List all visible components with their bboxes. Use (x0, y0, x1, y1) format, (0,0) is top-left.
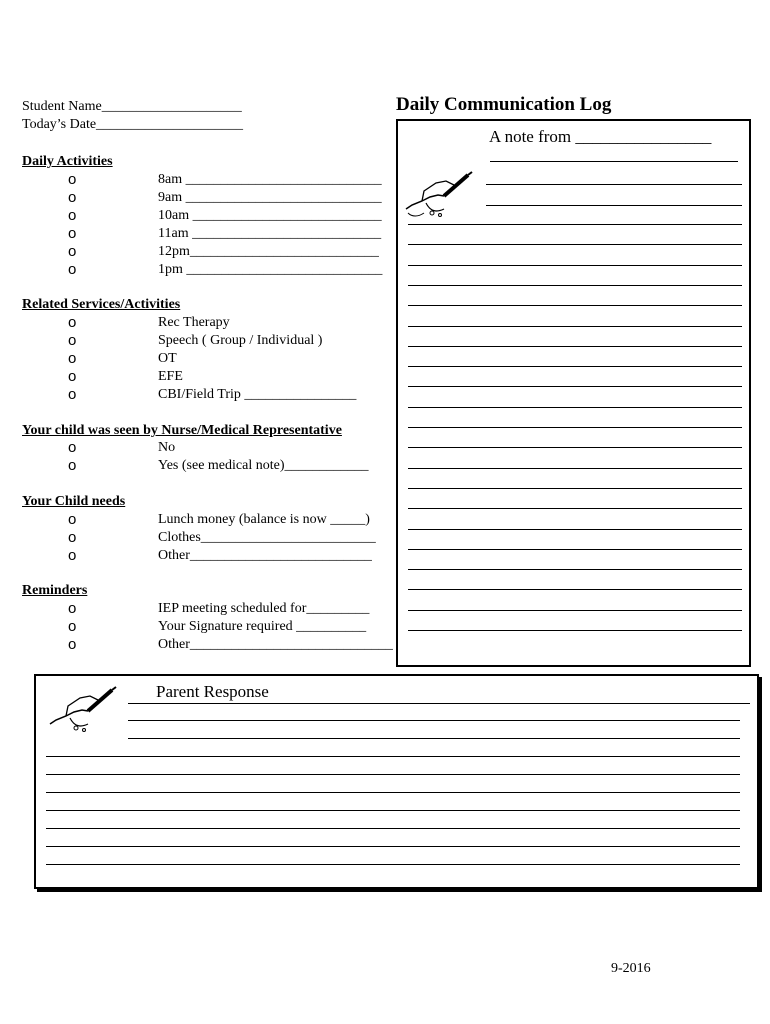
parent-writing-line[interactable] (46, 810, 740, 811)
child-need-item: Other__________________________ (158, 548, 372, 563)
note-box[interactable] (396, 119, 751, 667)
note-writing-line[interactable] (408, 326, 742, 327)
checkbox-bullet[interactable]: o (68, 529, 77, 546)
note-writing-line[interactable] (408, 407, 742, 408)
checkbox-bullet[interactable]: o (68, 314, 77, 331)
daily-activity-item: 11am ___________________________ (158, 226, 382, 241)
note-writing-line[interactable] (408, 386, 742, 387)
nurse-heading: Your child was seen by Nurse/Medical Representative (22, 423, 342, 438)
parent-writing-line[interactable] (46, 792, 740, 793)
note-writing-line[interactable] (408, 224, 742, 225)
parent-title-rule (128, 703, 750, 704)
note-writing-line[interactable] (408, 305, 742, 306)
checkbox-bullet[interactable]: o (68, 243, 77, 260)
note-writing-line[interactable] (408, 589, 742, 590)
checkbox-bullet[interactable]: o (68, 511, 77, 528)
checkbox-bullet[interactable]: o (68, 439, 77, 456)
reminder-item: Other_____________________________ (158, 637, 393, 652)
related-service-item: Rec Therapy (158, 315, 230, 330)
child-need-item: Lunch money (balance is now _____) (158, 512, 370, 527)
related-service-item: OT (158, 351, 177, 366)
daily-activity-item: 1pm ____________________________ (158, 262, 383, 277)
reminders-heading: Reminders (22, 583, 88, 598)
note-writing-line[interactable] (408, 549, 742, 550)
nurse-option-item: Yes (see medical note)____________ (158, 458, 369, 473)
note-writing-line[interactable] (408, 468, 742, 469)
student-name-field[interactable]: Student Name____________________ (22, 99, 242, 114)
checkbox-bullet[interactable]: o (68, 547, 77, 564)
related-service-item: CBI/Field Trip ________________ (158, 387, 357, 402)
child-needs-heading: Your Child needs (22, 494, 126, 509)
note-writing-line[interactable] (486, 205, 742, 206)
reminder-item: IEP meeting scheduled for_________ (158, 601, 370, 616)
hand-writing-pen-icon (402, 169, 476, 226)
parent-writing-line[interactable] (46, 828, 740, 829)
checkbox-bullet[interactable]: o (68, 189, 77, 206)
note-writing-line[interactable] (408, 488, 742, 489)
checkbox-bullet[interactable]: o (68, 368, 77, 385)
hand-writing-pen-icon (46, 684, 120, 741)
checkbox-bullet[interactable]: o (68, 261, 77, 278)
reminder-item: Your Signature required __________ (158, 619, 367, 634)
note-writing-line[interactable] (408, 244, 742, 245)
related-service-item: EFE (158, 369, 183, 384)
daily-activity-item: 8am ____________________________ (158, 172, 382, 187)
daily-activity-item: 9am ____________________________ (158, 190, 382, 205)
parent-writing-line[interactable] (46, 864, 740, 865)
parent-response-box[interactable] (34, 674, 759, 889)
checkbox-bullet[interactable]: o (68, 207, 77, 224)
log-title: Daily Communication Log (396, 94, 612, 115)
related-services-heading: Related Services/Activities (22, 297, 181, 312)
note-writing-line[interactable] (408, 529, 742, 530)
nurse-option-item: No (158, 440, 176, 455)
note-writing-line[interactable] (408, 508, 742, 509)
todays-date-field[interactable]: Today’s Date_____________________ (22, 117, 244, 132)
checkbox-bullet[interactable]: o (68, 332, 77, 349)
checkbox-bullet[interactable]: o (68, 386, 77, 403)
parent-writing-line[interactable] (128, 738, 740, 739)
note-writing-line[interactable] (408, 610, 742, 611)
note-writing-line[interactable] (408, 265, 742, 266)
checkbox-bullet[interactable]: o (68, 636, 77, 653)
note-writing-line[interactable] (486, 184, 742, 185)
checkbox-bullet[interactable]: o (68, 457, 77, 474)
parent-writing-line[interactable] (128, 720, 740, 721)
note-writing-line[interactable] (408, 346, 742, 347)
parent-writing-line[interactable] (46, 774, 740, 775)
note-writing-line[interactable] (408, 630, 742, 631)
note-writing-line[interactable] (408, 569, 742, 570)
note-from-label: A note from ________________ (489, 127, 712, 146)
note-writing-line[interactable] (408, 285, 742, 286)
checkbox-bullet[interactable]: o (68, 600, 77, 617)
version-date: 9-2016 (611, 961, 651, 976)
note-writing-line[interactable] (408, 447, 742, 448)
related-service-item: Speech ( Group / Individual ) (158, 333, 323, 348)
daily-activity-item: 12pm___________________________ (158, 244, 379, 259)
child-need-item: Clothes_________________________ (158, 530, 376, 545)
checkbox-bullet[interactable]: o (68, 350, 77, 367)
checkbox-bullet[interactable]: o (68, 225, 77, 242)
note-writing-line[interactable] (408, 427, 742, 428)
note-writing-line[interactable] (408, 366, 742, 367)
checkbox-bullet[interactable]: o (68, 618, 77, 635)
parent-writing-line[interactable] (46, 756, 740, 757)
note-writing-line[interactable] (490, 161, 738, 162)
parent-writing-line[interactable] (46, 846, 740, 847)
parent-response-title: Parent Response (156, 682, 269, 701)
daily-activity-item: 10am ___________________________ (158, 208, 382, 223)
daily-activities-heading: Daily Activities (22, 154, 113, 169)
checkbox-bullet[interactable]: o (68, 171, 77, 188)
